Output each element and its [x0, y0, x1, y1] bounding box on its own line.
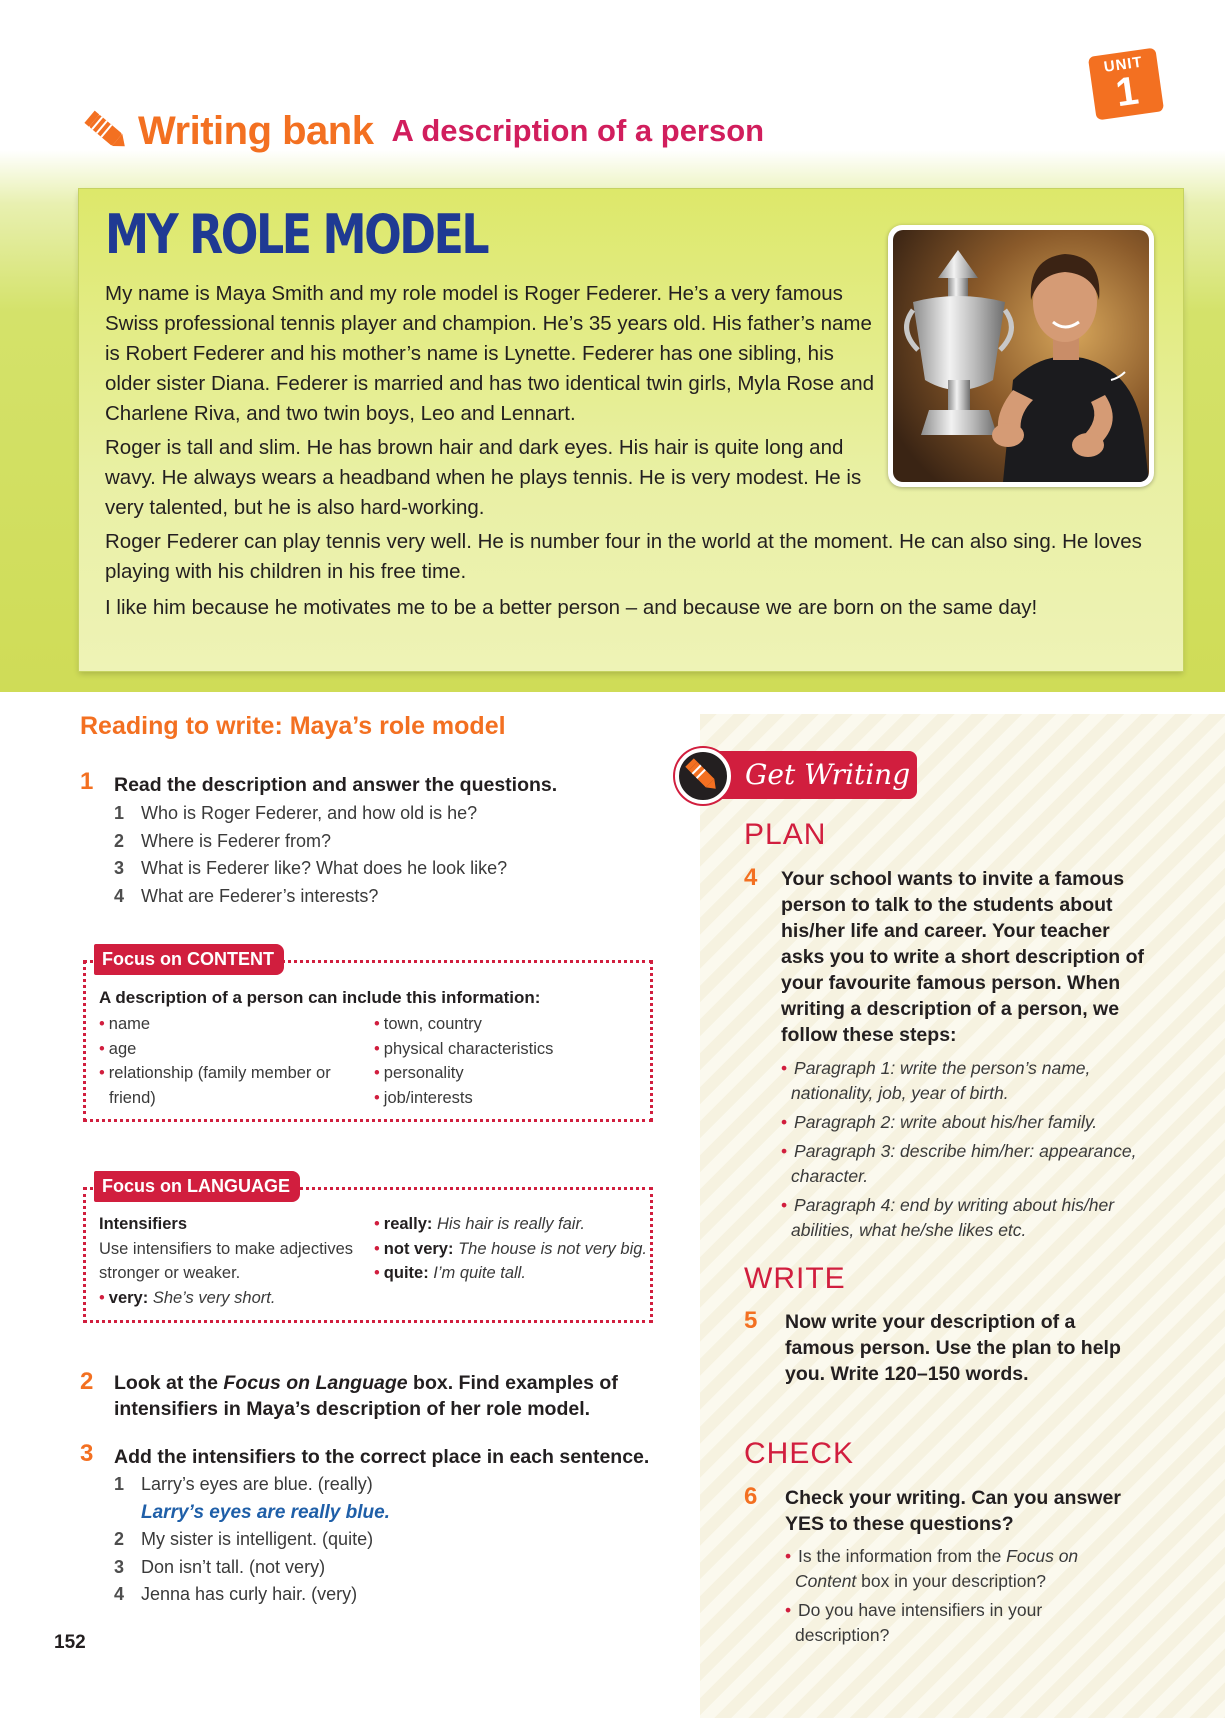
list-item: 3 What is Federer like? What does he look like? — [114, 858, 508, 878]
question-number: 3 — [80, 1440, 94, 1467]
question-text: Look at the Focus on Language box. Find examples of intensifiers in Maya’s description of her role model. — [114, 1372, 618, 1420]
focus-language-left — [99, 1212, 369, 1310]
article-panel — [79, 189, 1183, 671]
pencil-icon — [675, 748, 731, 804]
list-item: • Paragraph 2: write about his/her family. — [781, 1112, 1098, 1132]
write-title: WRITE — [744, 1262, 846, 1295]
list-item: • job/interests — [374, 1088, 473, 1107]
focus-content-right-list — [374, 1012, 644, 1110]
list-item: • Is the information from the Focus on Content box in your description? — [785, 1546, 1079, 1591]
question-1-list — [114, 803, 507, 913]
list-item: 1 Who is Roger Federer, and how old is he? — [114, 803, 478, 823]
reading-heading: Reading to write: Maya’s role model — [80, 712, 506, 740]
question-number: 4 — [744, 864, 758, 891]
focus-content-tag: Focus on CONTENT — [94, 944, 284, 975]
focus-language-right — [374, 1212, 654, 1286]
get-writing-tag — [675, 748, 920, 800]
unit-label: UNIT — [1102, 53, 1144, 76]
list-item: 1 Larry’s eyes are blue. (really) — [114, 1474, 373, 1494]
article-paragraph: My name is Maya Smith and my role model is Roger Federer. He’s a very famous Swiss professional tennis player and champion. He’s 35 years old. His father’s name is Robert Federer and his mother’s name is Lynette. Federer has one sibling, his older sister Diana. Federer is married and has two identical twin girls, Myla Rose and Charlene Riva, and two twin boys, Leo and Lennart. — [105, 282, 875, 425]
example-quite: • quite: I’m quite tall. — [374, 1264, 526, 1282]
list-item: • town, country — [374, 1015, 482, 1033]
example-really: • really: His hair is really fair. — [374, 1215, 585, 1233]
question-3-list — [114, 1474, 373, 1612]
question-text: Add the intensifiers to the correct place in each sentence. — [114, 1446, 650, 1468]
unit-number: 1 — [1113, 68, 1142, 116]
plan-title: PLAN — [744, 818, 827, 851]
focus-language-tag: Focus on LANGUAGE — [94, 1171, 300, 1202]
intensifiers-description: stronger or weaker. — [99, 1264, 241, 1282]
writing-bank-subtitle: A description of a person — [391, 113, 765, 148]
question-text: Read the description and answer the questions. — [114, 774, 558, 796]
list-item: • Do you have intensifiers in your description? — [785, 1600, 1043, 1645]
focus-content-lead: A description of a person can include this information: — [99, 988, 541, 1007]
list-item: • name — [99, 1015, 151, 1033]
list-item: • Paragraph 1: write the person’s name, nationality, job, year of birth. — [781, 1058, 1091, 1103]
question-number: 2 — [80, 1368, 94, 1395]
example-very: • very: She’s very short. — [99, 1288, 276, 1307]
intensifiers-heading: Intensifiers — [99, 1215, 188, 1233]
plan-bullets — [781, 1056, 1151, 1247]
check-bullets — [785, 1544, 1115, 1652]
list-item: 4 What are Federer’s interests? — [114, 885, 379, 906]
federer-trophy-photo — [893, 230, 1149, 482]
question-number: 5 — [744, 1307, 758, 1334]
article-paragraph: Roger Federer can play tennis very well. He is number four in the world at the moment. He can also sing. He loves playing with his children in his free time. — [105, 530, 1142, 583]
unit-badge — [1088, 48, 1164, 121]
page-header — [80, 106, 764, 156]
example-answer: Larry’s eyes are really blue. — [141, 1502, 390, 1523]
check-title: CHECK — [744, 1437, 855, 1470]
question-text: Your school wants to invite a famous person to talk to the students about his/her life and career. Your teacher asks you to write a short description of your favourite famous person. When writing a description of a person, we follow these steps: — [781, 868, 1144, 1046]
list-item: friend) — [109, 1088, 156, 1107]
list-item: • relationship (family member or — [99, 1064, 331, 1082]
photo-frame — [888, 225, 1154, 487]
list-item: • personality — [374, 1064, 464, 1082]
list-item: • Paragraph 3: describe him/her: appearance, character. — [781, 1141, 1137, 1186]
list-item: • age — [99, 1039, 137, 1058]
get-writing-label: Get Writing — [717, 751, 917, 799]
article-paragraph: I like him because he motivates me to be a better person – and because we are born on the same day! — [105, 596, 1038, 619]
intensifiers-description: Use intensifiers to make adjectives — [99, 1239, 354, 1258]
article-paragraph: Roger is tall and slim. He has brown hair and dark eyes. His hair is quite long and wavy. He always wears a headband when he plays tennis. He is very modest. He is very talented, but he is also hard-working. — [105, 436, 862, 519]
list-item: 2 My sister is intelligent. (quite) — [114, 1529, 374, 1549]
pencil-icon — [80, 108, 130, 154]
question-number: 6 — [744, 1483, 758, 1510]
list-item: 3 Don isn’t tall. (not very) — [114, 1556, 326, 1577]
article-title: MY ROLE MODEL — [105, 203, 488, 266]
writing-bank-title: Writing bank — [138, 108, 374, 153]
example-not-very: • not very: The house is not very big. — [374, 1239, 647, 1258]
list-item: 2 Where is Federer from? — [114, 830, 332, 851]
question-text: Check your writing. Can you answer YES to these questions? — [785, 1487, 1121, 1535]
list-item: • Paragraph 4: end by writing about his/her abilities, what he/she likes etc. — [781, 1195, 1115, 1240]
question-number: 1 — [80, 768, 94, 795]
page-number: 152 — [54, 1632, 86, 1653]
list-item: • physical characteristics — [374, 1039, 554, 1058]
list-item: 4 Jenna has curly hair. (very) — [114, 1584, 358, 1604]
question-text: Now write your description of a famous person. Use the plan to help you. Write 120–150 words. — [785, 1311, 1121, 1385]
focus-content-left-list — [99, 1012, 359, 1110]
